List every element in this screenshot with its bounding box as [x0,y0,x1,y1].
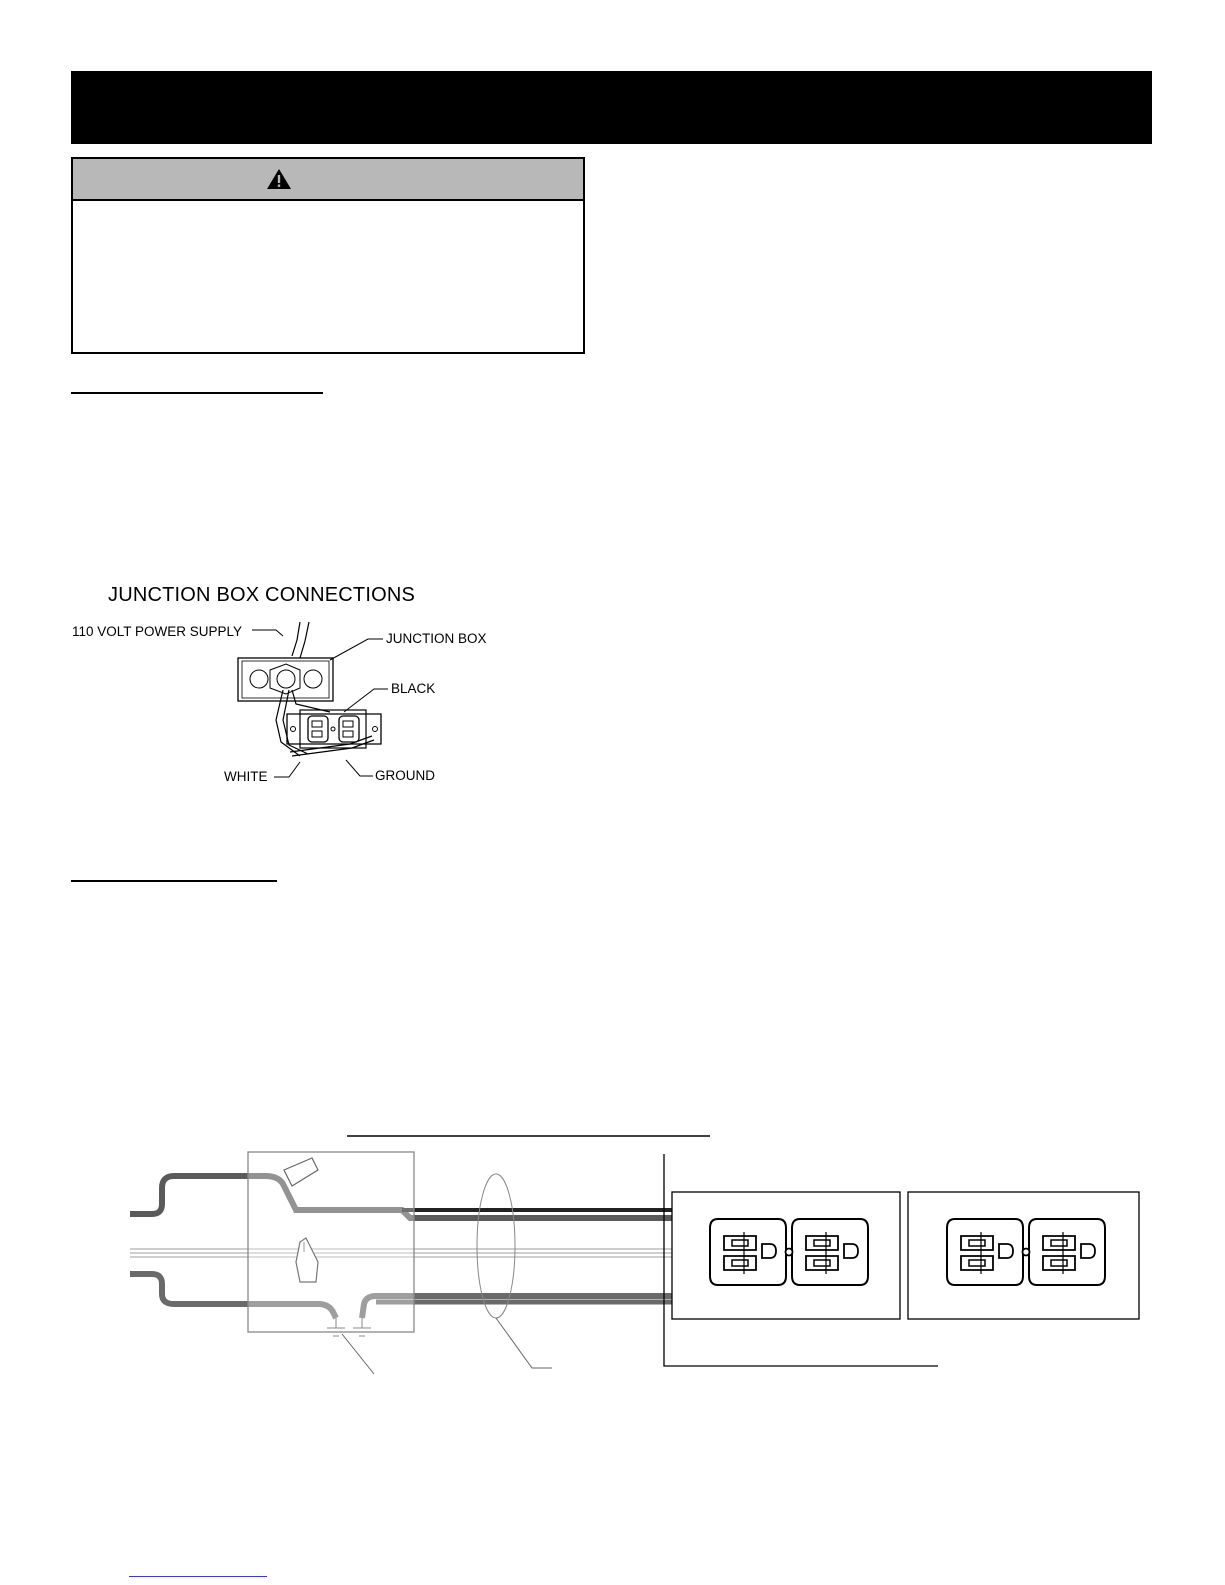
duplex-outlet-icon [1029,1219,1105,1285]
junction-box-outline [248,1152,414,1332]
label-black: BLACK [391,681,436,696]
small-outlet-icon [339,716,359,742]
junction-diagram-title: JUNCTION BOX CONNECTIONS [108,584,416,606]
label-power-supply: 110 VOLT POWER SUPPLY [72,624,243,639]
footer-link-underline[interactable] [129,1576,267,1577]
duplex-outlet-icon [710,1219,786,1285]
small-outlet-icon [308,716,328,742]
junction-leader [342,1334,374,1374]
duplex-outlet-icon [947,1219,1023,1285]
cable-leader [496,1318,552,1368]
label-white: WHITE [224,769,268,784]
label-ground: GROUND [375,768,435,783]
label-junction-box: JUNCTION BOX [386,631,487,646]
junction-box-sketch [238,622,388,777]
duplex-outlet-icon [792,1219,868,1285]
